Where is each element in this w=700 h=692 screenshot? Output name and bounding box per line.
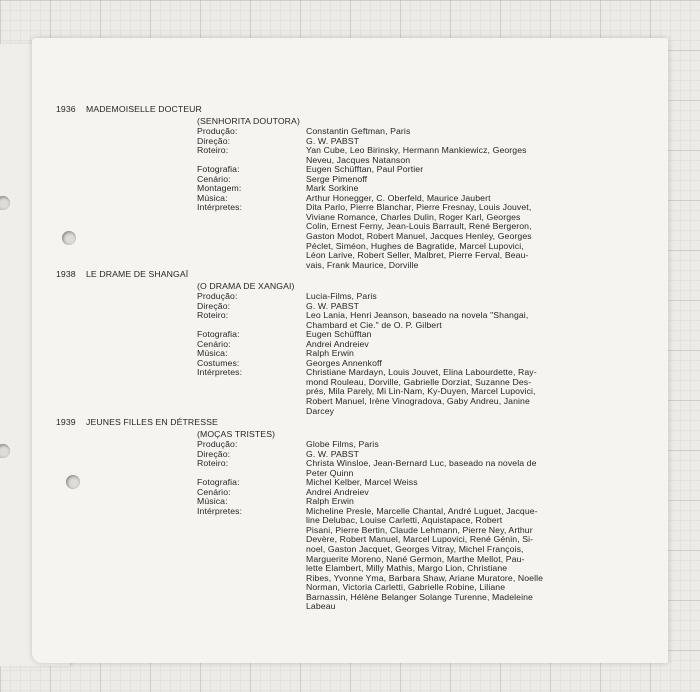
credit-value-line: lette Elambert, Milly Mathis, Margo Lion, Christiane [306, 563, 508, 574]
credit-value: Constantin Geftman, Paris [306, 126, 411, 136]
credit-label: Produção: [197, 439, 238, 449]
credit-row [56, 311, 616, 330]
credit-row [56, 203, 616, 270]
credit-label: Montagem: [197, 183, 242, 194]
credit-label: Costumes: [197, 357, 240, 368]
credit-label: Música: [197, 496, 228, 507]
credit-label: Produção: [197, 126, 238, 136]
film-portuguese-title: (SENHORITA DOUTORA) [197, 116, 300, 126]
credit-value-line: Péclet, Siméon, Hughes de Bagratide, Marcel Lupovici, [306, 240, 524, 251]
credit-value-line: Norman, Victoria Carletti, Gabrielle Robine, Liliane [306, 582, 506, 593]
credit-value-line: Labeau [306, 601, 336, 612]
credit-value-line: noel, Gaston Jacquet, Georges Vitray, Michel François, [306, 544, 524, 555]
credit-value: Ralph Erwin [306, 348, 354, 359]
film-portuguese-title: (O DRAMA DE XANGAI) [197, 281, 295, 291]
credit-label: Fotografia: [197, 329, 240, 340]
credit-value: Andrei Andreiev [306, 486, 369, 497]
film-title: LE DRAME DE SHANGAÏ [86, 269, 189, 279]
credit-value [306, 507, 556, 612]
credit-value-line: prés, Mila Parely, Mi Lin-Nam, Ky-Duyen, Marcel Lupovici, [306, 386, 536, 397]
credit-label: Cenário: [197, 338, 231, 349]
credit-value [306, 203, 556, 270]
credit-value-line: vais, Frank Maurice, Dorville [306, 259, 419, 270]
film-heading [56, 418, 616, 428]
credit-value: Ralph Erwin [306, 496, 354, 507]
credit-label: Intérpretes: [197, 505, 243, 516]
credit-value-line: Devère, Robert Manuel, Marcel Lupovici, René Génin, Si- [306, 534, 534, 545]
film-entry [56, 105, 616, 270]
credit-value [306, 368, 556, 416]
credit-value-line: Viviane Romance, Charles Dulin, Roger Karl, Georges [306, 211, 521, 222]
credit-label: Intérpretes: [197, 202, 243, 213]
credit-row [56, 507, 616, 612]
credit-value: Globe Films, Paris [306, 439, 379, 449]
credit-label: Música: [197, 192, 228, 203]
credit-label: Fotografia: [197, 164, 240, 175]
credit-value [306, 459, 556, 478]
film-title: JEUNES FILLES EN DÉTRESSE [86, 417, 218, 427]
film-entry [56, 418, 616, 612]
film-heading [56, 270, 616, 280]
credit-value-line: Colin, Ernest Ferny, Jean-Louis Barrault, René Bergeron, [306, 221, 532, 232]
credit-value-line: Gaston Modot, Robert Manuel, Jacques Henley, Georges [306, 231, 532, 242]
credit-value: Eugen Schüfftan, Paul Portier [306, 164, 424, 175]
credit-value-line: Léon Larive, Robert Seller, Malbret, Pierre Ferval, Beau- [306, 250, 529, 261]
credit-value: G. W. PABST [306, 135, 360, 146]
credit-value: Arthur Honegger, C. Oberfeld, Maurice Jaubert [306, 192, 491, 203]
credit-value-line: Leo Lania, Henri Jeanson, baseado na novela "Shangai, [306, 310, 529, 321]
credit-value: G. W. PABST [306, 448, 360, 459]
credit-label: Direção: [197, 135, 231, 146]
credit-value: Lucia-Films, Paris [306, 291, 377, 301]
film-title: MADEMOISELLE DOCTEUR [86, 104, 202, 114]
film-heading [56, 105, 616, 115]
credit-label: Cenário: [197, 173, 231, 184]
credit-label: Intérpretes: [197, 367, 243, 378]
credit-label: Roteiro: [197, 458, 229, 469]
film-year: 1936 [56, 104, 76, 114]
credit-row [56, 368, 616, 416]
credit-value-line: Robert Manuel, Irène Vinogradova, Gaby Andreu, Janine [306, 396, 530, 407]
credit-value-line: Pisani, Pierre Bertin, Claude Lehmann, Pierre Ney, Arthur [306, 524, 533, 535]
credit-value: Andrei Andreiev [306, 338, 369, 349]
credit-value-line: Ribes, Yvonne Yma, Barbara Shaw, Ariane Muratore, Noelle [306, 572, 544, 583]
credit-value-line: Barnassin, Hélène Belanger Solange Turenne, Madeleine [306, 591, 533, 602]
credit-value-line: Christiane Mardayn, Louis Jouvet, Elina Labourdette, Ray- [306, 367, 537, 378]
credit-label: Roteiro: [197, 145, 229, 156]
credit-value-line: mond Rouleau, Dorville, Gabrielle Dorziat, Suzanne Des- [306, 376, 532, 387]
credit-value: Mark Sorkine [306, 183, 359, 194]
credit-value-line: Chambard et Cie." de O. P. Gilbert [306, 319, 442, 330]
credit-value-line: Darcey [306, 405, 335, 416]
credit-value-line: Neveu, Jacques Natanson [306, 154, 411, 165]
credit-label: Fotografia: [197, 477, 240, 488]
credit-label: Música: [197, 348, 228, 359]
credit-row [56, 459, 616, 478]
credit-value: Serge Pimenoff [306, 173, 368, 184]
credit-label: Direção: [197, 300, 231, 311]
credit-value-line: Peter Quinn [306, 467, 354, 478]
credit-label: Cenário: [197, 486, 231, 497]
film-portuguese-title: (MOÇAS TRISTES) [197, 429, 276, 439]
film-year: 1938 [56, 269, 76, 279]
credit-value-line: Christa Winsloe, Jean-Bernard Luc, baseado na novela de [306, 458, 537, 469]
film-year: 1939 [56, 417, 76, 427]
credit-value: G. W. PABST [306, 300, 360, 311]
credit-value-line: line Delubac, Louise Carletti, Aquistapace, Robert [306, 515, 503, 526]
film-entry [56, 270, 616, 416]
credit-value: Michel Kelber, Marcel Weiss [306, 477, 418, 488]
credit-value: Eugen Schüfftan [306, 329, 372, 340]
credit-value-line: Micheline Presle, Marcelle Chantal, André Luguet, Jacque- [306, 505, 538, 516]
credit-value-line: Dita Parlo, Pierre Blanchar, Pierre Fresnay, Louis Jouvet, [306, 202, 532, 213]
credit-value: Georges Annenkoff [306, 357, 382, 368]
credit-value-line: Marguerite Moreno, Nané Germon, Marthe Mellot, Pau- [306, 553, 525, 564]
credit-value [306, 146, 556, 165]
credit-label: Direção: [197, 448, 231, 459]
credit-label: Produção: [197, 291, 238, 301]
credit-row [56, 146, 616, 165]
credit-label: Roteiro: [197, 310, 229, 321]
credit-value-line: Yan Cube, Leo Birinsky, Hermann Mankiewicz, Georges [306, 145, 527, 156]
credit-value [306, 311, 556, 330]
